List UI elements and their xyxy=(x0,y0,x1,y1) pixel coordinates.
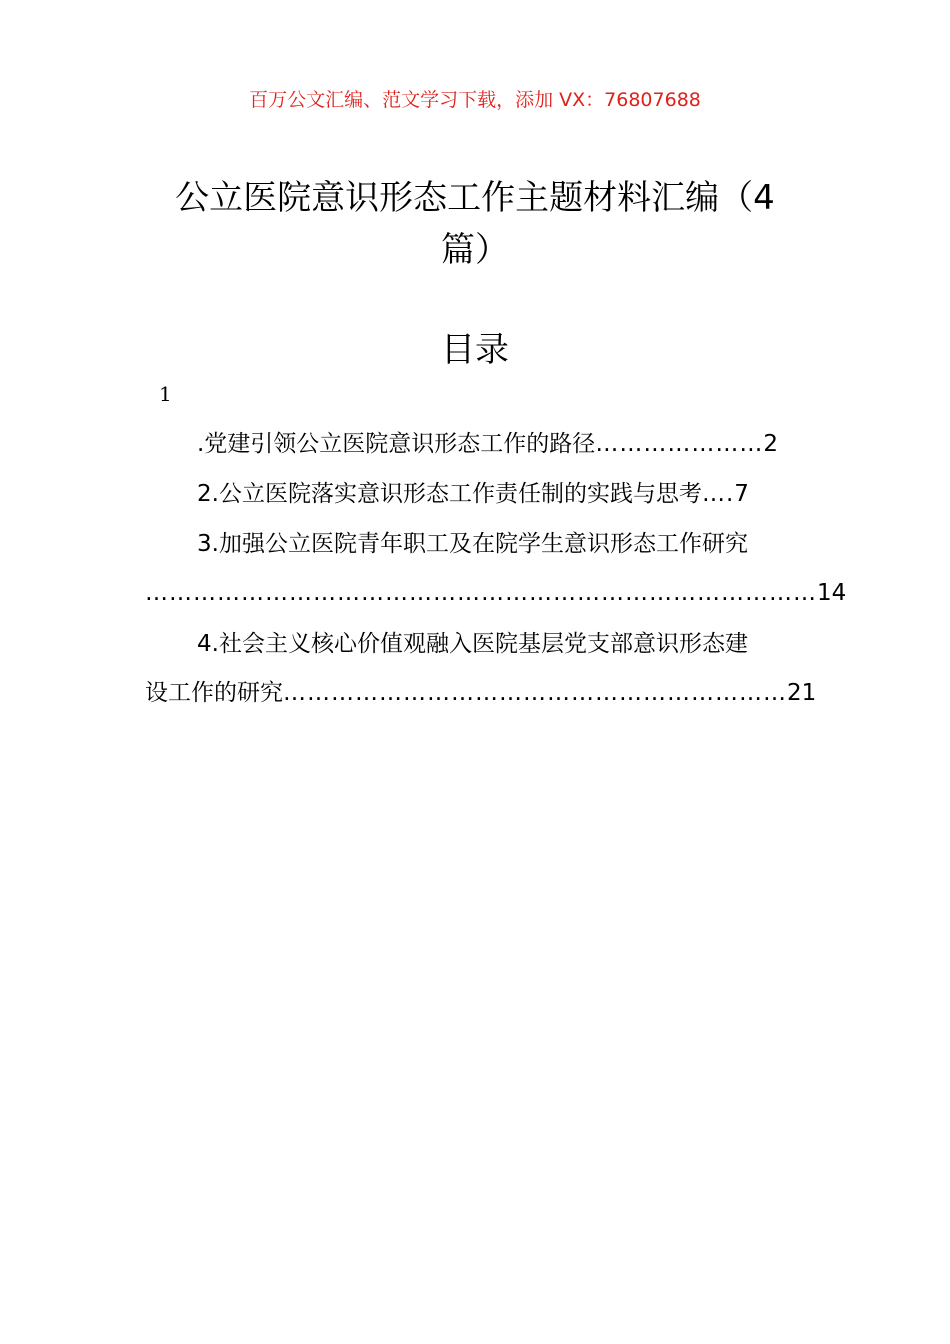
toc-leader-dots: ……………………………………………………… xyxy=(283,680,787,706)
title-line-2: 篇） xyxy=(441,230,509,270)
toc-page-number: 14 xyxy=(817,580,847,606)
toc-entry-title: .党建引领公立医院意识形态工作的路径 xyxy=(197,431,596,457)
header-note: 百万公文汇编、范文学习下载，添加 VX：76807688 xyxy=(249,89,701,111)
toc-entry-title: 2.公立医院落实意识形态工作责任制的实践与思考 xyxy=(197,481,702,507)
document-title xyxy=(160,172,790,276)
toc-leader-dots: ………………………………………………………………………… xyxy=(145,580,817,606)
toc-entry-3-continuation[interactable] xyxy=(145,577,847,609)
title-line-1: 公立医院意识形态工作主题材料汇编（4 xyxy=(175,178,775,218)
toc-entry-2[interactable] xyxy=(197,478,749,510)
toc-page-number: 2 xyxy=(763,431,778,457)
toc-entry-title-continued: 设工作的研究 xyxy=(145,680,283,706)
toc-heading: 目录 xyxy=(441,330,509,370)
toc-page-number: 7 xyxy=(734,481,749,507)
toc-entry-1[interactable] xyxy=(197,428,778,460)
toc-entry-title: 3.加强公立医院青年职工及在院学生意识形态工作研究 xyxy=(197,531,748,557)
toc-list-number: 1 xyxy=(159,382,172,406)
toc-leader-dots: ………………… xyxy=(595,431,764,457)
toc-page-number: 21 xyxy=(787,680,817,706)
toc-leader-dots: …. xyxy=(701,481,735,507)
toc-entry-4[interactable] xyxy=(197,628,748,660)
toc-entry-3[interactable] xyxy=(197,528,748,560)
toc-entry-4-continuation[interactable] xyxy=(145,677,816,709)
toc-entry-title: 4.社会主义核心价值观融入医院基层党支部意识形态建 xyxy=(197,631,748,657)
